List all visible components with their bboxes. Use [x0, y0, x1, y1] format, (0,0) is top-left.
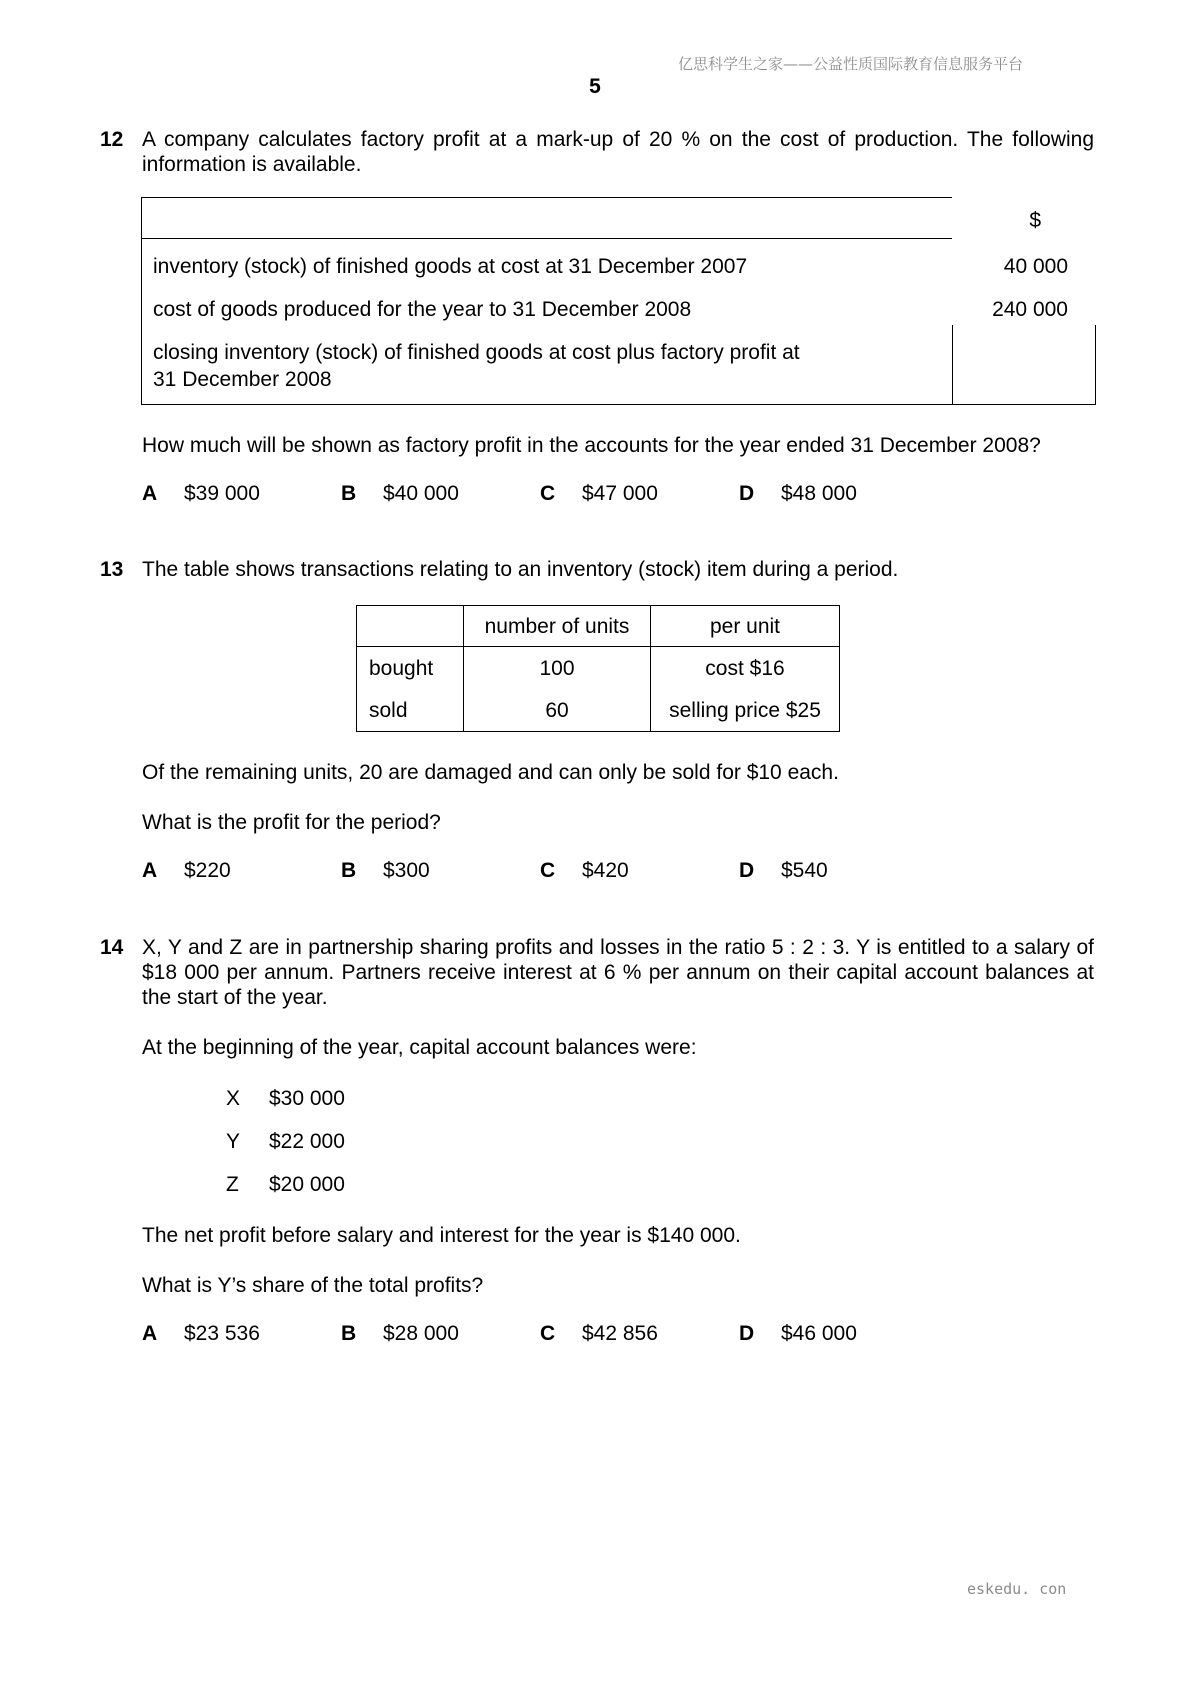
table-row-label: 31 December 2008: [153, 368, 332, 391]
question-prompt: How much will be shown as factory profit in the accounts for the year ended 31 December 2008?: [142, 434, 1041, 457]
question-number: 14: [100, 936, 124, 959]
option-c[interactable]: C $42 856: [540, 1322, 658, 1345]
inventory-transactions-table: [356, 605, 840, 732]
question-text: A company calculates factory profit at a mark-up of 20 % on the cost of production. The following information is available.: [142, 128, 1094, 176]
table-row-value: 240 000: [992, 298, 1068, 321]
table-cell: sold: [357, 689, 464, 732]
option-c[interactable]: C $47 000: [540, 482, 658, 505]
capital-balance: Y $22 000: [226, 1130, 345, 1153]
currency-header: $: [1029, 209, 1041, 232]
question-intro: At the beginning of the year, capital account balances were:: [142, 1036, 697, 1059]
option-a[interactable]: A $220: [142, 859, 231, 882]
question-note: The net profit before salary and interest for the year is $140 000.: [142, 1224, 741, 1247]
answer-options: [142, 481, 942, 506]
answer-options: [142, 858, 942, 883]
table-cell: selling price $25: [651, 689, 840, 732]
option-b[interactable]: B $28 000: [341, 1322, 459, 1345]
question-number: 12: [100, 128, 124, 151]
table-row-label: inventory (stock) of finished goods at cost at 31 December 2007: [153, 255, 748, 278]
table-header: per unit: [651, 606, 840, 647]
table-header: [357, 606, 464, 647]
question-number: 13: [100, 558, 124, 581]
option-c[interactable]: C $420: [540, 859, 629, 882]
table-row: [357, 689, 840, 732]
page-number: 5: [589, 75, 601, 98]
option-d[interactable]: D $48 000: [739, 482, 857, 505]
table-row: [357, 647, 840, 690]
question-prompt: What is the profit for the period?: [142, 811, 441, 834]
table-cell: 60: [464, 689, 651, 732]
table-header: number of units: [464, 606, 651, 647]
option-d[interactable]: D $46 000: [739, 1322, 857, 1345]
table-row-label: cost of goods produced for the year to 31 December 2008: [153, 298, 692, 321]
table-cell: 100: [464, 647, 651, 690]
capital-balance: X $30 000: [226, 1087, 345, 1110]
question-prompt: What is Y’s share of the total profits?: [142, 1274, 484, 1297]
option-a[interactable]: A $39 000: [142, 482, 260, 505]
table-row-label: closing inventory (stock) of finished goods at cost plus factory profit at: [153, 341, 800, 364]
option-b[interactable]: B $300: [341, 859, 430, 882]
table-cell: bought: [357, 647, 464, 690]
answer-options: [142, 1321, 942, 1346]
option-a[interactable]: A $23 536: [142, 1322, 260, 1345]
table-row-value: 40 000: [1003, 255, 1068, 278]
question-note: Of the remaining units, 20 are damaged and can only be sold for $10 each.: [142, 761, 839, 784]
watermark-text: 亿思科学生之家——公益性质国际教育信息服务平台: [678, 55, 1024, 73]
option-d[interactable]: D $540: [739, 859, 828, 882]
capital-balance: Z $20 000: [226, 1173, 345, 1196]
footer-site: eskedu. con: [967, 1580, 1067, 1598]
question-text: X, Y and Z are in partnership sharing profits and losses in the ratio 5 : 2 : 3. Y is entitled to a salary of $18 000 per annum. Partners receive interest at 6 % per annum on their capital account balances at the start of the year.: [142, 936, 1094, 1009]
question-text: The table shows transactions relating to an inventory (stock) item during a period.: [142, 558, 899, 581]
table-cell: cost $16: [651, 647, 840, 690]
factory-profit-table: [141, 197, 1096, 405]
option-b[interactable]: B $40 000: [341, 482, 459, 505]
